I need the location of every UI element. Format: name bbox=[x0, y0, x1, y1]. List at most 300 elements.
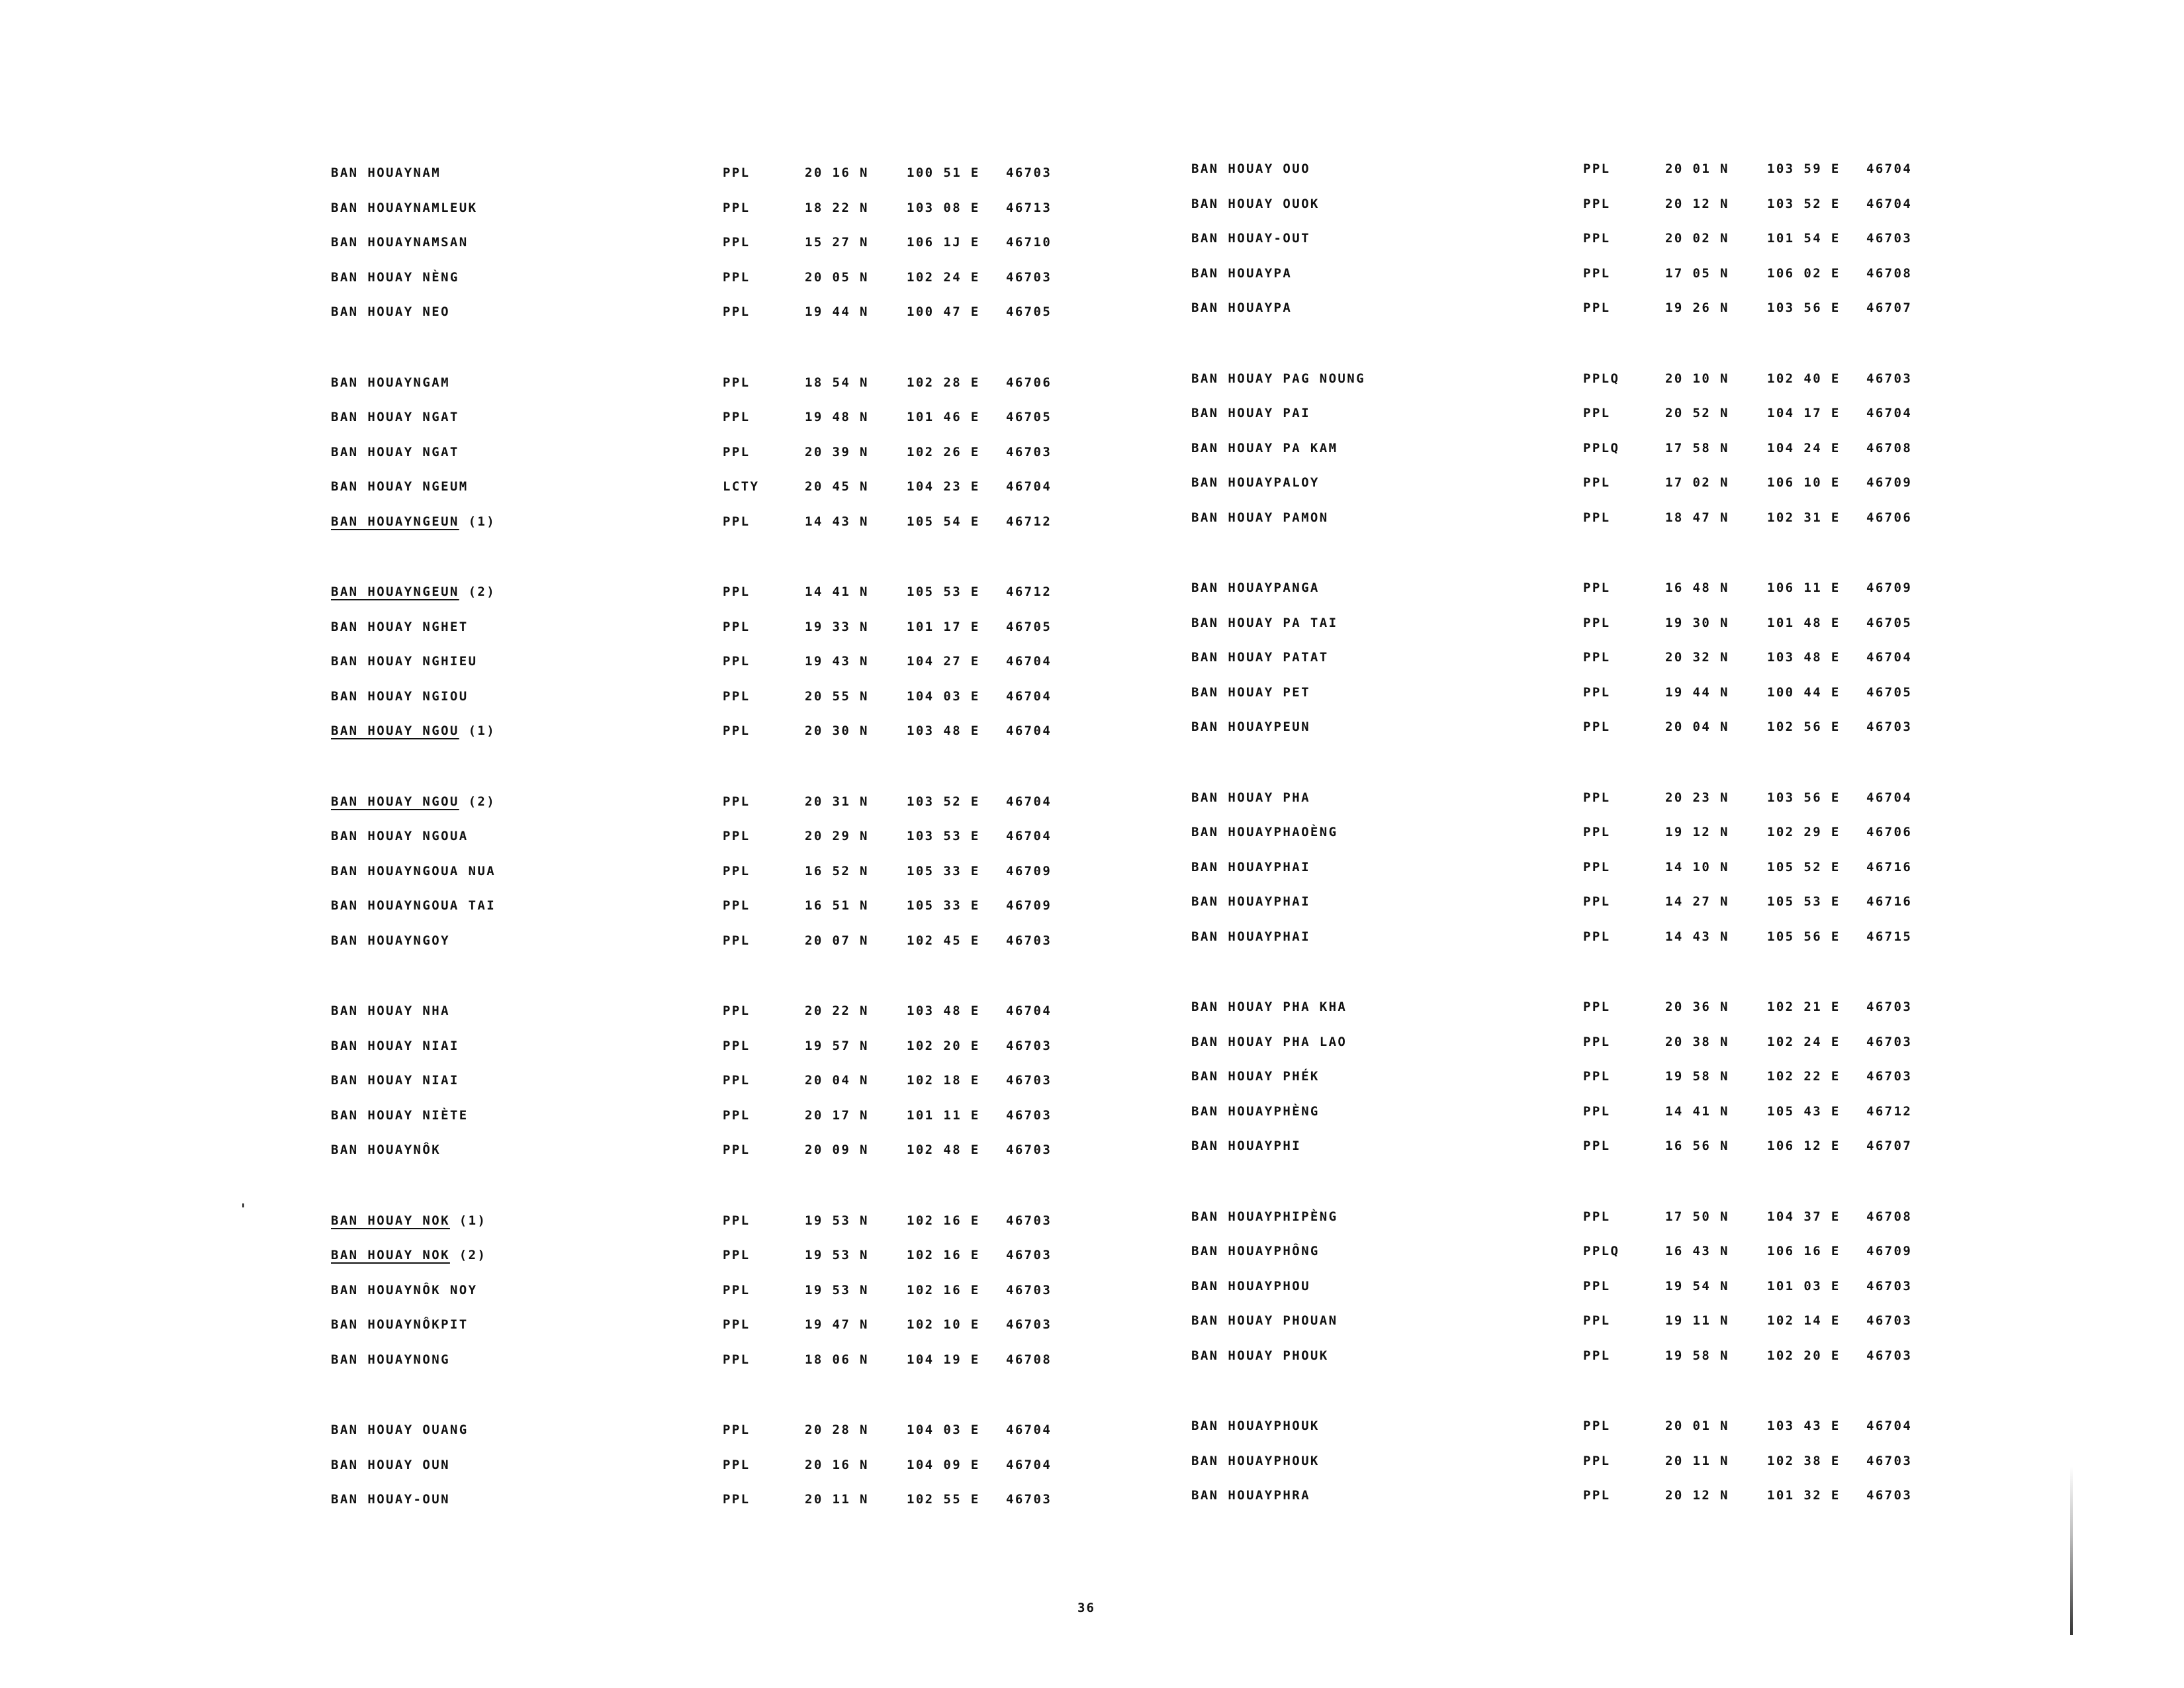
feature-type: PPL bbox=[1583, 1103, 1611, 1119]
feature-type: PPL bbox=[1583, 1488, 1611, 1503]
longitude: 101 32 E bbox=[1767, 1488, 1841, 1503]
gazetteer-entry bbox=[331, 610, 1072, 645]
place-name-text: BAN HOUAY PHÉK bbox=[1191, 1069, 1320, 1084]
place-name bbox=[1191, 720, 1310, 734]
gazetteer-entry bbox=[1191, 1060, 1933, 1095]
place-name-suffix: (2) bbox=[468, 585, 496, 599]
longitude: 102 55 E bbox=[907, 1492, 980, 1507]
longitude: 106 1J E bbox=[907, 235, 980, 250]
longitude: 103 59 E bbox=[1767, 162, 1841, 176]
feature-type: PPL bbox=[1583, 162, 1611, 176]
gazetteer-entry bbox=[331, 1239, 1072, 1274]
feature-type: PPL bbox=[723, 269, 751, 285]
place-name-text: BAN HOUAYNAMSAN bbox=[331, 235, 469, 250]
latitude: 18 54 N bbox=[805, 375, 869, 390]
gazetteer-entry bbox=[331, 889, 1072, 924]
map-code: 46705 bbox=[1006, 305, 1052, 319]
feature-type: PPL bbox=[723, 200, 751, 215]
gazetteer-entry bbox=[1191, 571, 1933, 606]
latitude: 18 22 N bbox=[805, 200, 869, 215]
place-name bbox=[1191, 441, 1338, 455]
place-name bbox=[331, 1248, 486, 1262]
map-code: 46703 bbox=[1006, 1107, 1052, 1123]
latitude: 19 58 N bbox=[1665, 1069, 1729, 1084]
longitude: 104 23 E bbox=[907, 479, 980, 494]
latitude: 20 31 N bbox=[805, 794, 869, 809]
longitude: 103 48 E bbox=[907, 1004, 980, 1018]
place-name bbox=[331, 585, 496, 599]
place-name bbox=[1191, 1279, 1310, 1293]
map-code: 46703 bbox=[1006, 1317, 1052, 1332]
place-name bbox=[1191, 860, 1310, 874]
map-code: 46709 bbox=[1006, 898, 1052, 913]
longitude: 102 28 E bbox=[907, 375, 980, 390]
feature-type: PPL bbox=[723, 514, 751, 529]
place-name bbox=[331, 165, 441, 180]
place-name-text: BAN HOUAYPHOUK bbox=[1191, 1453, 1320, 1468]
map-code: 46703 bbox=[1866, 1313, 1913, 1328]
place-name bbox=[331, 794, 496, 809]
map-code: 46708 bbox=[1866, 1209, 1913, 1224]
longitude: 103 43 E bbox=[1767, 1419, 1841, 1433]
feature-type: PPL bbox=[723, 1143, 751, 1157]
feature-type: PPL bbox=[1583, 581, 1611, 595]
latitude: 18 06 N bbox=[805, 1352, 869, 1367]
place-name-text: BAN HOUAYPHIPÈNG bbox=[1191, 1209, 1338, 1224]
map-code: 46705 bbox=[1006, 410, 1052, 424]
longitude: 102 40 E bbox=[1767, 371, 1841, 386]
longitude: 102 20 E bbox=[907, 1038, 980, 1053]
gazetteer-entry bbox=[331, 295, 1072, 330]
feature-type: PPL bbox=[723, 1213, 751, 1228]
longitude: 101 48 E bbox=[1767, 615, 1841, 630]
latitude: 19 53 N bbox=[805, 1282, 869, 1297]
place-name-text: BAN HOUAYPHAI bbox=[1191, 859, 1310, 874]
map-code: 46710 bbox=[1006, 235, 1052, 250]
entry-group bbox=[331, 785, 1072, 959]
longitude: 102 16 E bbox=[907, 1213, 980, 1228]
map-code: 46703 bbox=[1866, 1000, 1913, 1014]
gazetteer-entry bbox=[1191, 641, 1933, 676]
place-name-text: BAN HOUAY PAMON bbox=[1191, 510, 1329, 525]
longitude: 102 31 E bbox=[1767, 510, 1841, 525]
feature-type: PPL bbox=[1583, 510, 1611, 525]
place-name bbox=[1191, 406, 1310, 420]
place-name bbox=[331, 201, 477, 215]
longitude: 101 03 E bbox=[1767, 1278, 1841, 1293]
place-name-text: BAN HOUAYPANGA bbox=[1191, 581, 1320, 595]
latitude: 20 10 N bbox=[1665, 371, 1729, 386]
place-name bbox=[331, 270, 459, 285]
feature-type: PPL bbox=[1583, 1139, 1611, 1153]
latitude: 14 41 N bbox=[1665, 1103, 1729, 1119]
gazetteer-entry bbox=[331, 505, 1072, 540]
place-name-text: BAN HOUAY PAI bbox=[1191, 406, 1310, 420]
longitude: 102 24 E bbox=[907, 269, 980, 285]
feature-type: PPL bbox=[723, 1457, 751, 1472]
feature-type: PPL bbox=[723, 410, 751, 424]
place-name-text: BAN HOUAY PA KAM bbox=[1191, 440, 1338, 455]
longitude: 102 10 E bbox=[907, 1317, 980, 1332]
gazetteer-entry bbox=[331, 1343, 1072, 1378]
place-name-text: BAN HOUAYPHOU bbox=[1191, 1278, 1310, 1293]
gazetteer-entry bbox=[331, 156, 1072, 191]
feature-type: PPL bbox=[1583, 265, 1611, 281]
place-name-text: BAN HOUAY NOK bbox=[331, 1248, 450, 1262]
place-name-text: BAN HOUAYPA bbox=[1191, 301, 1293, 315]
latitude: 20 11 N bbox=[1665, 1453, 1729, 1468]
entry-group bbox=[331, 366, 1072, 540]
latitude: 16 48 N bbox=[1665, 581, 1729, 595]
latitude: 19 53 N bbox=[805, 1248, 869, 1262]
feature-type: PPL bbox=[723, 1248, 751, 1262]
longitude: 101 46 E bbox=[907, 410, 980, 424]
gazetteer-entry bbox=[331, 1274, 1072, 1309]
place-name bbox=[331, 375, 450, 390]
gazetteer-entry bbox=[331, 994, 1072, 1029]
gazetteer-entry bbox=[331, 1483, 1072, 1518]
latitude: 20 01 N bbox=[1665, 162, 1729, 176]
place-name bbox=[331, 1492, 450, 1507]
map-code: 46709 bbox=[1006, 863, 1052, 878]
longitude: 104 03 E bbox=[907, 688, 980, 704]
map-code: 46704 bbox=[1006, 1423, 1052, 1437]
map-code: 46709 bbox=[1866, 1244, 1913, 1258]
place-name-text: BAN HOUAY NOK bbox=[331, 1213, 450, 1228]
map-code: 46703 bbox=[1866, 1453, 1913, 1468]
feature-type: PPL bbox=[1583, 301, 1611, 315]
latitude: 18 47 N bbox=[1665, 510, 1729, 525]
gazetteer-entry bbox=[331, 1099, 1072, 1134]
latitude: 20 32 N bbox=[1665, 650, 1729, 665]
map-code: 46703 bbox=[1006, 1282, 1052, 1297]
longitude: 105 33 E bbox=[907, 863, 980, 878]
place-name bbox=[331, 1352, 450, 1367]
latitude: 17 02 N bbox=[1665, 475, 1729, 490]
place-name-text: BAN HOUAYNÔK bbox=[331, 1143, 441, 1157]
place-name-text: BAN HOUAYNGEUN bbox=[331, 585, 459, 599]
longitude: 103 48 E bbox=[1767, 650, 1841, 665]
entry-group bbox=[1191, 1409, 1933, 1514]
gazetteer-entry bbox=[1191, 152, 1933, 187]
place-name-text: BAN HOUAY PHA KHA bbox=[1191, 1000, 1347, 1014]
gazetteer-entry bbox=[331, 1448, 1072, 1483]
place-name-text: BAN HOUAY PET bbox=[1191, 684, 1310, 700]
place-name bbox=[1191, 1488, 1310, 1503]
feature-type: PPLQ bbox=[1583, 371, 1620, 386]
latitude: 20 04 N bbox=[805, 1073, 869, 1088]
latitude: 20 16 N bbox=[805, 1457, 869, 1472]
latitude: 20 52 N bbox=[1665, 406, 1729, 420]
map-code: 46708 bbox=[1006, 1352, 1052, 1367]
latitude: 20 29 N bbox=[805, 829, 869, 843]
map-code: 46716 bbox=[1866, 894, 1913, 909]
feature-type: PPL bbox=[1583, 1278, 1611, 1293]
longitude: 105 33 E bbox=[907, 898, 980, 913]
latitude: 19 12 N bbox=[1665, 825, 1729, 839]
map-code: 46707 bbox=[1866, 301, 1913, 315]
gazetteer-entry bbox=[331, 1413, 1072, 1448]
gazetteer-entry bbox=[331, 436, 1072, 471]
longitude: 106 02 E bbox=[1767, 265, 1841, 281]
place-name bbox=[1191, 685, 1310, 700]
map-code: 46706 bbox=[1006, 375, 1052, 390]
gazetteer-entry bbox=[331, 680, 1072, 715]
latitude: 17 05 N bbox=[1665, 265, 1729, 281]
feature-type: PPL bbox=[1583, 1453, 1611, 1468]
latitude: 20 12 N bbox=[1665, 196, 1729, 211]
gazetteer-entry bbox=[331, 714, 1072, 749]
latitude: 20 22 N bbox=[805, 1004, 869, 1018]
feature-type: PPL bbox=[1583, 1069, 1611, 1084]
feature-type: PPLQ bbox=[1583, 1244, 1620, 1258]
gazetteer-entry bbox=[331, 1064, 1072, 1099]
place-name bbox=[1191, 371, 1365, 386]
feature-type: PPL bbox=[1583, 231, 1611, 246]
feature-type: PPL bbox=[723, 863, 751, 878]
gazetteer-entry bbox=[1191, 362, 1933, 397]
longitude: 102 48 E bbox=[907, 1143, 980, 1157]
page-number: 36 bbox=[1077, 1601, 1095, 1615]
place-name bbox=[331, 689, 469, 704]
map-code: 46704 bbox=[1006, 1004, 1052, 1018]
map-code: 46703 bbox=[1866, 1488, 1913, 1503]
feature-type: PPL bbox=[1583, 1348, 1611, 1363]
map-code: 46712 bbox=[1006, 585, 1052, 599]
place-name bbox=[1191, 1313, 1338, 1328]
margin-tick-mark bbox=[242, 1203, 244, 1207]
latitude: 19 44 N bbox=[1665, 684, 1729, 700]
longitude: 102 26 E bbox=[907, 444, 980, 459]
place-name-text: BAN HOUAY PATAT bbox=[1191, 650, 1329, 665]
feature-type: PPL bbox=[1583, 615, 1611, 630]
entry-group bbox=[1191, 571, 1933, 745]
gazetteer-entry bbox=[331, 1204, 1072, 1239]
gazetteer-entry bbox=[1191, 885, 1933, 920]
place-name bbox=[1191, 231, 1310, 246]
longitude: 102 22 E bbox=[1767, 1069, 1841, 1084]
map-code: 46709 bbox=[1866, 475, 1913, 490]
longitude: 102 21 E bbox=[1767, 1000, 1841, 1014]
gazetteer-entry bbox=[1191, 291, 1933, 326]
gazetteer-entry bbox=[331, 1308, 1072, 1343]
longitude: 103 52 E bbox=[907, 794, 980, 809]
gazetteer-entry bbox=[1191, 1235, 1933, 1270]
place-name-text: BAN HOUAY NGHIEU bbox=[331, 654, 478, 669]
place-name-text: BAN HOUAY NGHET bbox=[331, 619, 469, 634]
gazetteer-entry bbox=[1191, 606, 1933, 641]
place-name bbox=[331, 479, 469, 494]
feature-type: PPL bbox=[723, 1352, 751, 1367]
place-name-text: BAN HOUAY NIAI bbox=[331, 1073, 459, 1088]
place-name bbox=[331, 898, 496, 913]
feature-type: PPL bbox=[1583, 1313, 1611, 1328]
longitude: 105 53 E bbox=[1767, 894, 1841, 909]
gazetteer-entry bbox=[1191, 1025, 1933, 1060]
gazetteer-entry bbox=[331, 924, 1072, 959]
place-name-text: BAN HOUAY NGOU bbox=[331, 794, 459, 809]
latitude: 19 26 N bbox=[1665, 301, 1729, 315]
longitude: 100 47 E bbox=[907, 305, 980, 319]
latitude: 20 07 N bbox=[805, 933, 869, 948]
feature-type: PPL bbox=[723, 1038, 751, 1053]
place-name bbox=[1191, 581, 1320, 595]
place-name-text: BAN HOUAY NHA bbox=[331, 1004, 450, 1018]
place-name bbox=[1191, 1104, 1320, 1119]
place-name bbox=[1191, 1419, 1320, 1433]
gazetteer-entry bbox=[331, 1133, 1072, 1168]
longitude: 102 20 E bbox=[1767, 1348, 1841, 1363]
map-code: 46707 bbox=[1866, 1139, 1913, 1153]
longitude: 104 24 E bbox=[1767, 440, 1841, 455]
place-name-suffix: (2) bbox=[459, 1248, 487, 1262]
gazetteer-entry bbox=[1191, 257, 1933, 292]
gazetteer-entry bbox=[331, 1029, 1072, 1064]
map-code: 46703 bbox=[1866, 720, 1913, 734]
place-name bbox=[331, 1423, 469, 1437]
gazetteer-entry bbox=[1191, 781, 1933, 816]
place-name bbox=[1191, 162, 1310, 176]
place-name-text: BAN HOUAYNGOY bbox=[331, 933, 450, 948]
longitude: 101 11 E bbox=[907, 1107, 980, 1123]
map-code: 46706 bbox=[1866, 510, 1913, 525]
map-code: 46712 bbox=[1866, 1103, 1913, 1119]
place-name bbox=[331, 864, 496, 878]
place-name bbox=[331, 445, 459, 459]
latitude: 19 47 N bbox=[805, 1317, 869, 1332]
map-code: 46703 bbox=[1006, 1073, 1052, 1088]
longitude: 103 52 E bbox=[1767, 196, 1841, 211]
longitude: 103 56 E bbox=[1767, 301, 1841, 315]
longitude: 104 19 E bbox=[907, 1352, 980, 1367]
map-code: 46705 bbox=[1866, 615, 1913, 630]
place-name-suffix: (2) bbox=[468, 794, 496, 809]
gazetteer-entry bbox=[1191, 1129, 1933, 1164]
feature-type: PPL bbox=[1583, 929, 1611, 944]
place-name bbox=[331, 235, 469, 250]
latitude: 20 28 N bbox=[805, 1423, 869, 1437]
place-name-text: BAN HOUAY PAG NOUNG bbox=[1191, 371, 1365, 386]
place-name bbox=[331, 1143, 441, 1157]
gazetteer-entry bbox=[1191, 1409, 1933, 1444]
place-name bbox=[331, 1108, 469, 1123]
gazetteer-entry bbox=[331, 575, 1072, 610]
map-code: 46703 bbox=[1006, 1143, 1052, 1157]
place-name bbox=[1191, 1069, 1320, 1084]
feature-type: PPL bbox=[1583, 720, 1611, 734]
place-name-suffix: (1) bbox=[468, 724, 496, 738]
place-name bbox=[331, 1004, 450, 1018]
map-code: 46704 bbox=[1006, 688, 1052, 704]
place-name bbox=[1191, 301, 1292, 315]
map-code: 46708 bbox=[1866, 265, 1913, 281]
latitude: 19 54 N bbox=[1665, 1278, 1729, 1293]
longitude: 100 44 E bbox=[1767, 684, 1841, 700]
place-name-text: BAN HOUAYPHI bbox=[1191, 1139, 1302, 1153]
feature-type: PPL bbox=[1583, 790, 1611, 805]
latitude: 19 30 N bbox=[1665, 615, 1729, 630]
place-name-text: BAN HOUAY NEO bbox=[331, 305, 450, 319]
gazetteer-entry bbox=[1191, 397, 1933, 432]
entry-group bbox=[331, 994, 1072, 1168]
latitude: 20 39 N bbox=[805, 444, 869, 459]
longitude: 101 17 E bbox=[907, 619, 980, 634]
gazetteer-entry bbox=[331, 226, 1072, 261]
gazetteer-entry bbox=[1191, 816, 1933, 851]
map-code: 46703 bbox=[1866, 1278, 1913, 1293]
place-name bbox=[1191, 1454, 1320, 1468]
feature-type: PPL bbox=[723, 1423, 751, 1437]
place-name-text: BAN HOUAY NGAT bbox=[331, 410, 459, 424]
feature-type: PPL bbox=[723, 585, 751, 599]
place-name bbox=[1191, 1035, 1347, 1049]
map-code: 46703 bbox=[1866, 1069, 1913, 1084]
gazetteer-entry bbox=[1191, 187, 1933, 222]
longitude: 106 11 E bbox=[1767, 581, 1841, 595]
gazetteer-entry bbox=[331, 785, 1072, 820]
feature-type: PPL bbox=[723, 1282, 751, 1297]
place-name-text: BAN HOUAYPHAI bbox=[1191, 894, 1310, 909]
place-name-text: BAN HOUAY OUO bbox=[1191, 162, 1310, 176]
map-code: 46704 bbox=[1006, 654, 1052, 669]
longitude: 106 16 E bbox=[1767, 1244, 1841, 1258]
place-name bbox=[331, 933, 450, 948]
longitude: 106 10 E bbox=[1767, 475, 1841, 490]
gazetteer-entry bbox=[331, 645, 1072, 680]
map-code: 46703 bbox=[1866, 371, 1913, 386]
entry-group bbox=[331, 156, 1072, 330]
feature-type: PPL bbox=[1583, 1209, 1611, 1224]
map-code: 46704 bbox=[1866, 790, 1913, 805]
place-name-suffix: (1) bbox=[468, 514, 496, 529]
place-name bbox=[331, 1073, 459, 1088]
place-name-text: BAN HOUAY PHA LAO bbox=[1191, 1034, 1347, 1049]
place-name-text: BAN HOUAY PHOUAN bbox=[1191, 1313, 1338, 1328]
map-code: 46704 bbox=[1006, 479, 1052, 494]
feature-type: PPL bbox=[723, 165, 751, 180]
map-code: 46704 bbox=[1866, 406, 1913, 420]
place-name bbox=[331, 1317, 469, 1332]
feature-type: PPL bbox=[1583, 859, 1611, 874]
place-name-text: BAN HOUAYPHOUK bbox=[1191, 1419, 1320, 1433]
longitude: 102 16 E bbox=[907, 1248, 980, 1262]
map-code: 46704 bbox=[1866, 650, 1913, 665]
latitude: 19 33 N bbox=[805, 619, 869, 634]
latitude: 20 05 N bbox=[805, 269, 869, 285]
latitude: 16 51 N bbox=[805, 898, 869, 913]
gazetteer-entry bbox=[331, 366, 1072, 401]
longitude: 102 14 E bbox=[1767, 1313, 1841, 1328]
place-name-text: BAN HOUAY NGOU bbox=[331, 724, 459, 738]
place-name bbox=[331, 1283, 477, 1297]
feature-type: PPL bbox=[1583, 475, 1611, 490]
place-name-text: BAN HOUAYNÔKPIT bbox=[331, 1317, 469, 1332]
place-name bbox=[1191, 825, 1338, 839]
feature-type: PPL bbox=[723, 829, 751, 843]
latitude: 19 48 N bbox=[805, 410, 869, 424]
latitude: 20 11 N bbox=[805, 1492, 869, 1507]
place-name-text: BAN HOUAY OUN bbox=[331, 1457, 450, 1472]
longitude: 103 08 E bbox=[907, 200, 980, 215]
gazetteer-entry bbox=[1191, 1339, 1933, 1374]
gazetteer-entry bbox=[331, 470, 1072, 505]
map-code: 46713 bbox=[1006, 200, 1052, 215]
gazetteer-entry bbox=[1191, 710, 1933, 745]
place-name-text: BAN HOUAY NÈNG bbox=[331, 269, 459, 285]
map-code: 46703 bbox=[1866, 231, 1913, 246]
latitude: 19 58 N bbox=[1665, 1348, 1729, 1363]
longitude: 104 17 E bbox=[1767, 406, 1841, 420]
